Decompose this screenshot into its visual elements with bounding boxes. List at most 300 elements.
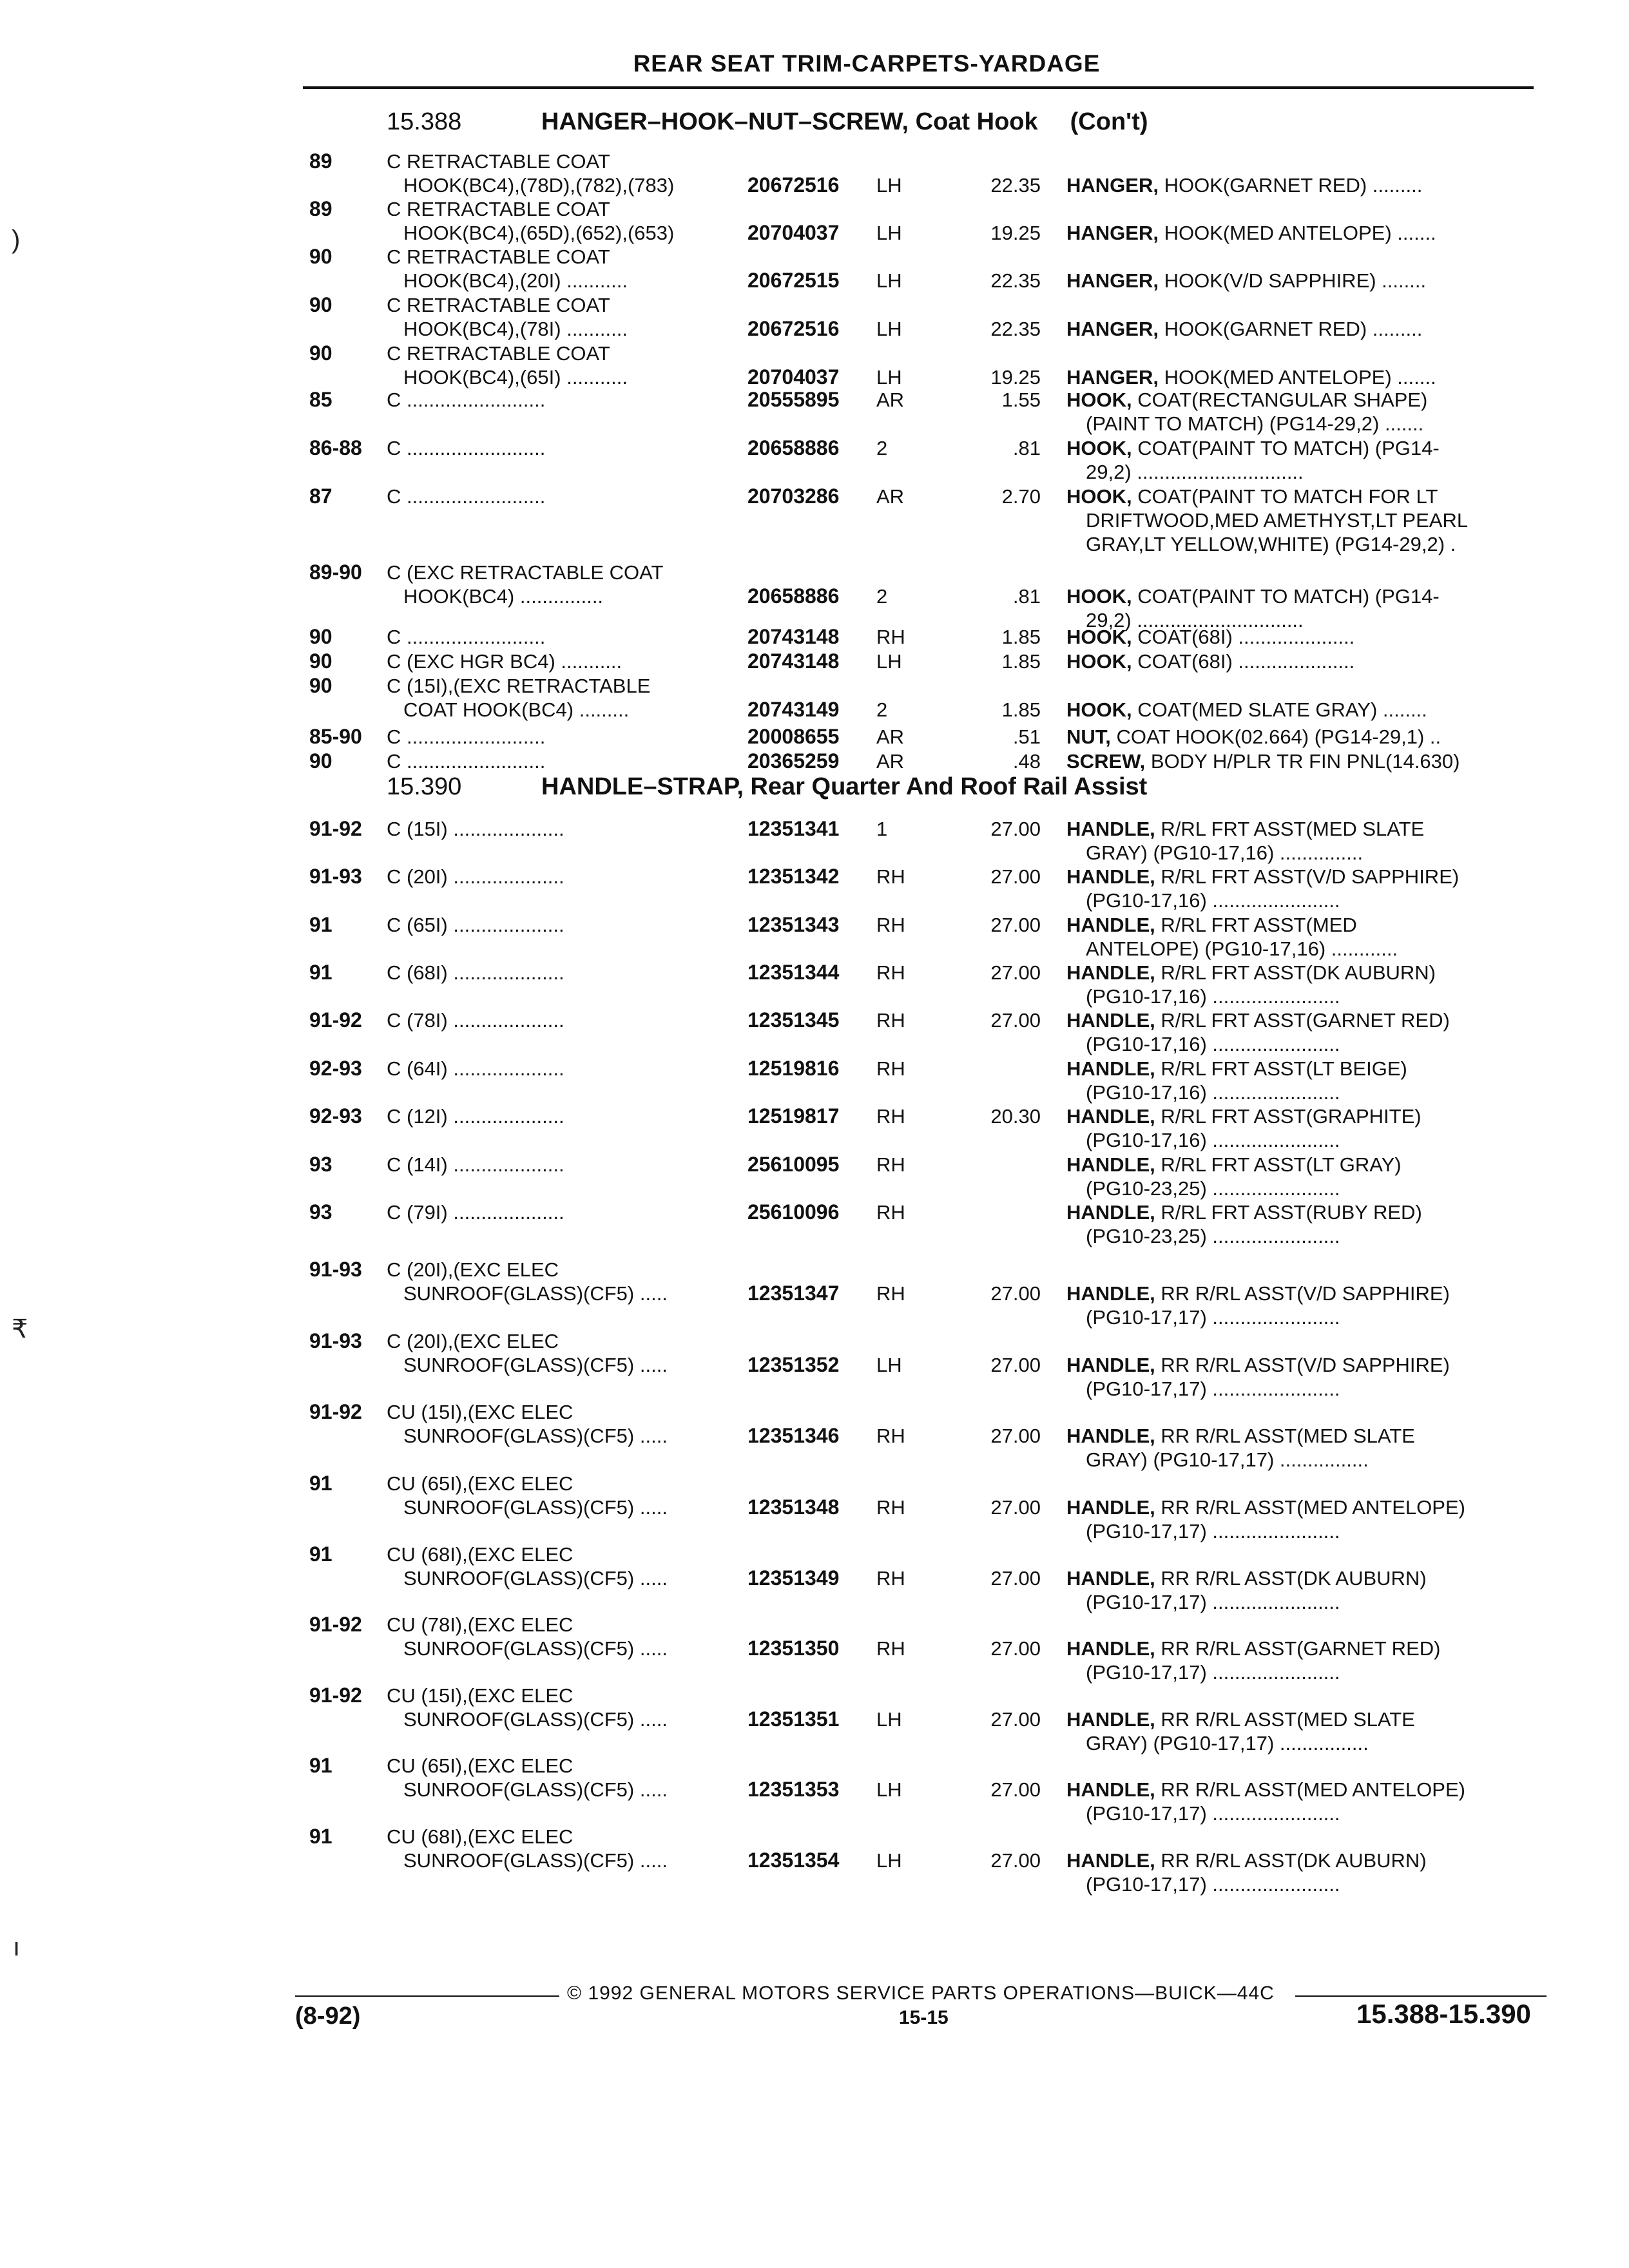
usage-description [387, 625, 1031, 649]
price: 1.85 [1001, 626, 1041, 648]
part-name [1066, 625, 1543, 649]
footer-date: (8-92) [295, 2003, 361, 2030]
part-name-noun: HANDLE, [1066, 1201, 1155, 1224]
part-name-noun: HANDLE, [1066, 1496, 1155, 1519]
usage-line-1: C (68I) .................... [387, 961, 564, 984]
quantity: RH [876, 865, 905, 888]
model-year: 93 [309, 1153, 333, 1176]
part-name-line-2: (PG10-17,17) ....................... [1086, 1873, 1340, 1896]
part-name-line-1: HOOK(GARNET RED) ......... [1158, 174, 1423, 197]
part-number: 12351349 [747, 1566, 840, 1590]
price: 27.00 [990, 865, 1041, 888]
part-name-line-2: (PG10-17,16) ....................... [1086, 1081, 1340, 1104]
usage-description [387, 865, 1031, 889]
footer-page-number: 15-15 [899, 2007, 949, 2028]
model-year: 92-93 [309, 1057, 362, 1080]
usage-line-1: C (12I) .................... [387, 1105, 564, 1128]
usage-description [387, 1684, 1031, 1731]
usage-line-1: CU (65I),(EXC ELEC [387, 1754, 574, 1777]
usage-description [387, 1825, 1031, 1872]
part-name [1066, 1282, 1543, 1329]
quantity: RH [876, 1105, 905, 1128]
price: 27.00 [990, 1778, 1041, 1801]
part-number: 12351348 [747, 1495, 840, 1519]
model-year: 85-90 [309, 725, 362, 748]
usage-description [387, 436, 1031, 460]
part-number: 12351346 [747, 1424, 840, 1447]
usage-description [387, 388, 1031, 412]
part-name-noun: HOOK, [1066, 650, 1132, 673]
part-name-noun: HANGER, [1066, 174, 1159, 197]
part-name [1066, 913, 1543, 961]
model-year: 91-92 [309, 1613, 362, 1636]
price: 27.00 [990, 818, 1041, 840]
part-name [1066, 388, 1543, 436]
usage-line-1: C ......................... [387, 750, 546, 773]
part-name-noun: HANDLE, [1066, 1057, 1155, 1080]
part-name [1066, 817, 1543, 865]
part-number: 20672515 [747, 269, 840, 292]
usage-description [387, 1613, 1031, 1660]
price: 22.35 [990, 269, 1041, 292]
part-name [1066, 1104, 1543, 1152]
part-name-line-2: (PG10-17,17) ....................... [1086, 1378, 1340, 1400]
price: 19.25 [990, 222, 1041, 244]
price: 27.00 [990, 1425, 1041, 1447]
section-title: HANDLE–STRAP, Rear Quarter And Roof Rail Assist [541, 773, 1148, 800]
usage-description [387, 1329, 1031, 1377]
model-year: 91-92 [309, 1008, 362, 1032]
price: 1.55 [1001, 389, 1041, 411]
part-name-line-2: (PG10-17,16) ....................... [1086, 1129, 1340, 1151]
part-name-line-1: R/RL FRT ASST(MED SLATE [1155, 818, 1425, 840]
quantity: LH [876, 174, 902, 197]
part-name-line-2: GRAY) (PG10-17,17) ................ [1086, 1732, 1369, 1754]
part-name-noun: SCREW, [1066, 750, 1146, 773]
model-year: 85 [309, 388, 333, 411]
part-name-line-1: RR R/RL ASST(DK AUBURN) [1155, 1849, 1427, 1872]
usage-line-1: C (20I),(EXC ELEC [387, 1330, 559, 1352]
part-name-line-2: (PG10-17,17) ....................... [1086, 1591, 1340, 1613]
price: .81 [1012, 585, 1041, 608]
usage-line-1: C ......................... [387, 485, 546, 508]
part-name-line-1: RR R/RL ASST(MED SLATE [1155, 1425, 1415, 1447]
part-number: 12351344 [747, 961, 840, 984]
section-note: (Con't) [1070, 108, 1148, 135]
footer-rule-right [1295, 1995, 1547, 1997]
part-name-noun: HANDLE, [1066, 818, 1155, 840]
usage-line-2: SUNROOF(GLASS)(CF5) ..... [403, 1567, 668, 1590]
model-year: 90 [309, 674, 333, 697]
usage-line-2: SUNROOF(GLASS)(CF5) ..... [403, 1354, 668, 1376]
usage-line-2: SUNROOF(GLASS)(CF5) ..... [403, 1708, 668, 1731]
part-number: 20743148 [747, 625, 840, 648]
part-name [1066, 173, 1543, 197]
part-name-noun: HANDLE, [1066, 961, 1155, 984]
model-year: 91-93 [309, 1258, 362, 1281]
usage-description [387, 1754, 1031, 1802]
usage-description [387, 913, 1031, 937]
quantity: AR [876, 389, 905, 411]
usage-line-1: C RETRACTABLE COAT [387, 294, 610, 316]
quantity: LH [876, 1354, 902, 1376]
usage-description [387, 1400, 1031, 1448]
quantity: LH [876, 650, 902, 673]
model-year: 87 [309, 485, 333, 508]
footer-rule-left [295, 1995, 559, 1997]
quantity: RH [876, 1425, 905, 1447]
usage-line-1: C (EXC RETRACTABLE COAT [387, 561, 664, 584]
part-name-line-2: (PG10-17,16) ....................... [1086, 889, 1340, 912]
model-year: 90 [309, 749, 333, 773]
part-name-line-2: (PG10-17,16) ....................... [1086, 1033, 1340, 1055]
part-name-line-1: COAT(PAINT TO MATCH FOR LT [1132, 485, 1438, 508]
quantity: LH [876, 1778, 902, 1801]
part-name-noun: HANDLE, [1066, 1567, 1155, 1590]
quantity: AR [876, 485, 905, 508]
part-name [1066, 485, 1543, 556]
quantity: 2 [876, 437, 888, 459]
model-year: 91-92 [309, 1684, 362, 1707]
part-name-line-2: (PAINT TO MATCH) (PG14-29,2) ....... [1086, 412, 1424, 435]
usage-line-1: CU (78I),(EXC ELEC [387, 1613, 574, 1636]
usage-description [387, 749, 1031, 773]
footer-section-range: 15.388-15.390 [1356, 1999, 1531, 2029]
usage-description [387, 1200, 1031, 1224]
price: .48 [1012, 750, 1041, 773]
part-name-line-1: RR R/RL ASST(GARNET RED) [1155, 1637, 1441, 1660]
quantity: 2 [876, 698, 888, 721]
usage-line-2: COAT HOOK(BC4) ......... [403, 698, 630, 721]
part-name [1066, 365, 1543, 389]
usage-line-2: SUNROOF(GLASS)(CF5) ..... [403, 1425, 668, 1447]
quantity: RH [876, 1637, 905, 1660]
part-name [1066, 1566, 1543, 1614]
usage-line-2: SUNROOF(GLASS)(CF5) ..... [403, 1496, 668, 1519]
usage-line-2: HOOK(BC4),(78D),(782),(783) [403, 174, 675, 197]
part-name-line-1: RR R/RL ASST(V/D SAPPHIRE) [1155, 1282, 1450, 1305]
quantity: RH [876, 1567, 905, 1590]
part-name-line-1: COAT(PAINT TO MATCH) (PG14- [1132, 585, 1440, 608]
usage-description [387, 485, 1031, 508]
usage-description [387, 649, 1031, 673]
part-name-line-2: (PG10-17,17) ....................... [1086, 1306, 1340, 1329]
part-name [1066, 1424, 1543, 1472]
section-number: 15.388 [387, 108, 462, 135]
quantity: RH [876, 1496, 905, 1519]
part-number: 20672516 [747, 317, 840, 340]
model-year: 93 [309, 1200, 333, 1224]
usage-line-1: CU (68I),(EXC ELEC [387, 1825, 574, 1848]
usage-line-1: CU (65I),(EXC ELEC [387, 1472, 574, 1495]
part-name-line-1: RR R/RL ASST(MED ANTELOPE) [1155, 1496, 1465, 1519]
section-heading [387, 773, 1534, 801]
part-name-line-2: (PG10-23,25) ....................... [1086, 1177, 1340, 1200]
part-number: 20365259 [747, 749, 840, 773]
usage-line-1: C RETRACTABLE COAT [387, 342, 610, 365]
part-name-line-2: DRIFTWOOD,MED AMETHYST,LT PEARL [1086, 509, 1469, 532]
part-name [1066, 1707, 1543, 1755]
usage-line-2: HOOK(BC4),(65D),(652),(653) [403, 222, 675, 244]
model-year: 92-93 [309, 1104, 362, 1128]
part-name-line-2: (PG10-17,17) ....................... [1086, 1520, 1340, 1542]
quantity: AR [876, 726, 905, 748]
price: 2.70 [1001, 485, 1041, 508]
part-name-noun: HANDLE, [1066, 865, 1155, 888]
part-name-noun: HANDLE, [1066, 1105, 1155, 1128]
part-number: 20658886 [747, 584, 840, 608]
part-name-noun: HANDLE, [1066, 1708, 1155, 1731]
model-year: 89-90 [309, 561, 362, 584]
price: 27.00 [990, 914, 1041, 936]
usage-line-2: HOOK(BC4),(20I) ........... [403, 269, 628, 292]
part-number: 12351342 [747, 865, 840, 888]
usage-description [387, 817, 1031, 841]
part-number: 12351345 [747, 1008, 840, 1032]
part-name-noun: NUT, [1066, 726, 1111, 748]
part-name-line-1: HOOK(MED ANTELOPE) ....... [1158, 366, 1436, 389]
part-name [1066, 1153, 1543, 1200]
part-name-line-2: ANTELOPE) (PG10-17,16) ............ [1086, 937, 1398, 960]
quantity: LH [876, 1708, 902, 1731]
usage-line-1: C ......................... [387, 389, 546, 411]
price: 27.00 [990, 1496, 1041, 1519]
quantity: LH [876, 318, 902, 340]
usage-description [387, 1008, 1031, 1032]
model-year: 89 [309, 149, 333, 173]
price: 27.00 [990, 1637, 1041, 1660]
price: .51 [1012, 726, 1041, 748]
part-name [1066, 436, 1543, 484]
usage-line-2: HOOK(BC4),(65I) ........... [403, 366, 628, 389]
usage-line-2: HOOK(BC4) ............... [403, 585, 604, 608]
part-name-noun: HANGER, [1066, 366, 1159, 389]
usage-line-1: C RETRACTABLE COAT [387, 150, 610, 173]
part-name-line-1: R/RL FRT ASST(V/D SAPPHIRE) [1155, 865, 1460, 888]
part-name [1066, 1637, 1543, 1684]
quantity: LH [876, 269, 902, 292]
part-number: 12351343 [747, 913, 840, 936]
part-name-noun: HANGER, [1066, 269, 1159, 292]
usage-line-1: C ......................... [387, 626, 546, 648]
part-name-line-1: COAT(68I) ..................... [1132, 650, 1355, 673]
part-number: 12351347 [747, 1282, 840, 1305]
usage-line-1: C (78I) .................... [387, 1009, 564, 1032]
part-name-line-1: RR R/RL ASST(MED SLATE [1155, 1708, 1415, 1731]
part-name-line-2: GRAY) (PG10-17,17) ................ [1086, 1448, 1369, 1471]
part-number: 20704037 [747, 365, 840, 389]
part-number: 20743149 [747, 698, 840, 721]
usage-description [387, 961, 1031, 985]
price: 19.25 [990, 366, 1041, 389]
quantity: LH [876, 222, 902, 244]
part-name [1066, 725, 1543, 749]
part-number: 12351351 [747, 1707, 840, 1731]
quantity: RH [876, 1282, 905, 1305]
margin-mark: ) [12, 226, 21, 254]
price: 22.35 [990, 174, 1041, 197]
part-name-line-2: (PG10-17,16) ....................... [1086, 985, 1340, 1008]
usage-line-1: C (15I) .................... [387, 818, 564, 840]
part-name-noun: HANGER, [1066, 318, 1159, 340]
part-number: 12519816 [747, 1057, 840, 1080]
usage-description [387, 1542, 1031, 1590]
quantity: 2 [876, 585, 888, 608]
part-number: 12519817 [747, 1104, 840, 1128]
usage-description [387, 1258, 1031, 1305]
part-name [1066, 221, 1543, 245]
usage-line-2: SUNROOF(GLASS)(CF5) ..... [403, 1849, 668, 1872]
price: 20.30 [990, 1105, 1041, 1128]
footer-copyright: © 1992 GENERAL MOTORS SERVICE PARTS OPERATIONS—BUICK—44C [567, 1983, 1275, 2004]
margin-mark: ı [13, 1933, 21, 1961]
part-number: 20008655 [747, 725, 840, 748]
part-name-line-1: R/RL FRT ASST(MED [1155, 914, 1357, 936]
part-number: 20672516 [747, 173, 840, 197]
model-year: 91-92 [309, 817, 362, 840]
part-name-noun: HANGER, [1066, 222, 1159, 244]
part-name-line-1: COAT(RECTANGULAR SHAPE) [1132, 389, 1428, 411]
part-name-line-1: R/RL FRT ASST(RUBY RED) [1155, 1201, 1422, 1224]
part-number: 12351354 [747, 1849, 840, 1872]
usage-description [387, 149, 1031, 197]
price: .81 [1012, 437, 1041, 459]
usage-line-1: C (20I) .................... [387, 865, 564, 888]
usage-description [387, 1057, 1031, 1081]
quantity: RH [876, 1201, 905, 1224]
usage-line-1: C ......................... [387, 437, 546, 459]
part-name-line-1: R/RL FRT ASST(GARNET RED) [1155, 1009, 1450, 1032]
quantity: RH [876, 1057, 905, 1080]
margin-mark: ₹ [12, 1315, 28, 1343]
usage-description [387, 725, 1031, 749]
part-name-line-1: RR R/RL ASST(V/D SAPPHIRE) [1155, 1354, 1450, 1376]
part-name [1066, 649, 1543, 673]
usage-description [387, 561, 1031, 608]
part-number: 25610096 [747, 1200, 840, 1224]
part-name [1066, 749, 1543, 773]
part-name [1066, 1057, 1543, 1104]
part-name-line-1: COAT(PAINT TO MATCH) (PG14- [1132, 437, 1440, 459]
quantity: LH [876, 1849, 902, 1872]
model-year: 91 [309, 1542, 333, 1566]
model-year: 91 [309, 913, 333, 936]
price: 27.00 [990, 1009, 1041, 1032]
usage-description [387, 197, 1031, 245]
part-name-line-1: R/RL FRT ASST(LT GRAY) [1155, 1153, 1402, 1176]
part-name-noun: HOOK, [1066, 437, 1132, 459]
part-name [1066, 1353, 1543, 1401]
section-number: 15.390 [387, 773, 462, 800]
part-name-noun: HOOK, [1066, 485, 1132, 508]
usage-line-1: C ......................... [387, 726, 546, 748]
model-year: 91-93 [309, 865, 362, 888]
part-name-noun: HOOK, [1066, 585, 1132, 608]
part-number: 12351341 [747, 817, 840, 840]
part-name [1066, 1495, 1543, 1543]
part-number: 12351352 [747, 1353, 840, 1376]
model-year: 90 [309, 625, 333, 648]
part-name-line-1: BODY H/PLR TR FIN PNL(14.630) [1145, 750, 1460, 773]
part-name [1066, 865, 1543, 912]
price: 27.00 [990, 961, 1041, 984]
part-name-line-2: 29,2) .............................. [1086, 461, 1304, 483]
part-name-noun: HANDLE, [1066, 1282, 1155, 1305]
part-name-line-2: GRAY) (PG10-17,16) ............... [1086, 841, 1364, 864]
part-name [1066, 317, 1543, 341]
model-year: 90 [309, 649, 333, 673]
usage-description [387, 674, 1031, 722]
usage-line-1: C (79I) .................... [387, 1201, 564, 1224]
quantity: RH [876, 1153, 905, 1176]
usage-line-1: C RETRACTABLE COAT [387, 198, 610, 220]
model-year: 90 [309, 341, 333, 365]
price: 27.00 [990, 1849, 1041, 1872]
part-name-noun: HANDLE, [1066, 1009, 1155, 1032]
usage-line-1: C (EXC HGR BC4) ........... [387, 650, 622, 673]
usage-line-1: C (15I),(EXC RETRACTABLE [387, 675, 651, 697]
part-name-line-2: (PG10-23,25) ....................... [1086, 1225, 1340, 1247]
model-year: 90 [309, 293, 333, 316]
quantity: RH [876, 1009, 905, 1032]
price: 27.00 [990, 1282, 1041, 1305]
part-name-line-1: R/RL FRT ASST(LT BEIGE) [1155, 1057, 1407, 1080]
usage-line-1: C (20I),(EXC ELEC [387, 1258, 559, 1281]
quantity: 1 [876, 818, 888, 840]
part-number: 25610095 [747, 1153, 840, 1176]
part-name-noun: HANDLE, [1066, 1153, 1155, 1176]
part-name-line-2: (PG10-17,17) ....................... [1086, 1802, 1340, 1825]
usage-line-2: SUNROOF(GLASS)(CF5) ..... [403, 1282, 668, 1305]
model-year: 91 [309, 1825, 333, 1848]
part-name-noun: HOOK, [1066, 389, 1132, 411]
part-name-line-1: R/RL FRT ASST(DK AUBURN) [1155, 961, 1436, 984]
quantity: RH [876, 914, 905, 936]
part-name-line-2: 29,2) .............................. [1086, 609, 1304, 631]
part-name-line-1: HOOK(V/D SAPPHIRE) ........ [1158, 269, 1427, 292]
price: 27.00 [990, 1567, 1041, 1590]
price: 1.85 [1001, 650, 1041, 673]
model-year: 91 [309, 1472, 333, 1495]
usage-line-2: SUNROOF(GLASS)(CF5) ..... [403, 1637, 668, 1660]
part-name [1066, 1849, 1543, 1896]
part-number: 12351353 [747, 1778, 840, 1801]
part-name-noun: HOOK, [1066, 698, 1132, 721]
price: 1.85 [1001, 698, 1041, 721]
part-name-line-3: GRAY,LT YELLOW,WHITE) (PG14-29,2) . [1086, 533, 1456, 555]
usage-line-1: C (64I) .................... [387, 1057, 564, 1080]
part-name-noun: HANDLE, [1066, 914, 1155, 936]
part-name [1066, 269, 1543, 293]
part-name [1066, 1778, 1543, 1825]
part-name-noun: HANDLE, [1066, 1354, 1155, 1376]
part-number: 20555895 [747, 388, 840, 411]
model-year: 91 [309, 1754, 333, 1777]
header-rule [303, 86, 1534, 89]
model-year: 91-92 [309, 1400, 362, 1423]
model-year: 91 [309, 961, 333, 984]
part-name [1066, 1008, 1543, 1056]
usage-description [387, 293, 1031, 341]
part-name [1066, 961, 1543, 1008]
usage-description [387, 245, 1031, 293]
part-name-noun: HANDLE, [1066, 1778, 1155, 1801]
part-number: 20658886 [747, 436, 840, 459]
part-name-line-2: (PG10-17,17) ....................... [1086, 1661, 1340, 1684]
price: 22.35 [990, 318, 1041, 340]
part-name-noun: HANDLE, [1066, 1637, 1155, 1660]
model-year: 91-93 [309, 1329, 362, 1352]
